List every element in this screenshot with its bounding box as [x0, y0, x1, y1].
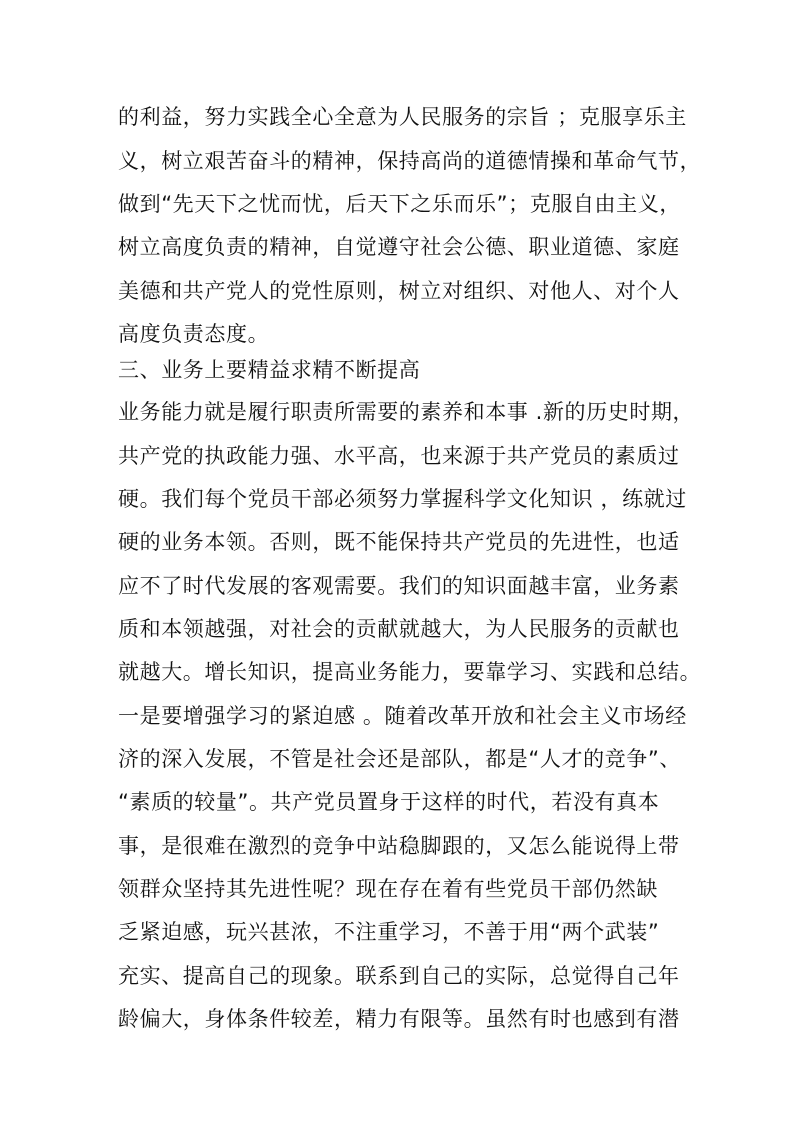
text-line: 硬。我们每个党员干部必须努力掌握科学文化知识 ，练就过	[118, 487, 687, 511]
text-line: 高度负责态度。	[118, 322, 270, 346]
text-line: 就越大。增长知识，提高业务能力，要靠学习、实践和总结。	[118, 660, 702, 684]
text-line: 济的深入发展，不管是社会还是部队，都是“人才的竞争”、	[118, 747, 681, 771]
text-line: 领群众坚持其先进性呢？现在存在着有些党员干部仍然缺	[118, 877, 658, 901]
text-line: 义，树立艰苦奋斗的精神，保持高尚的道德情操和革命气节，	[118, 149, 702, 173]
text-line: 做到“先天下之忧而忧，后天下之乐而乐”；克服自由主义，	[118, 192, 681, 216]
text-line: 的利益，努力实践全心全意为人民服务的宗旨 ；克服享乐主	[118, 105, 687, 129]
text-line: 硬的业务本领。否则，既不能保持共产党员的先进性，也适	[118, 530, 680, 554]
text-line: 应不了时代发展的客观需要。我们的知识面越丰富，业务素	[118, 574, 680, 598]
text-line: “素质的较量”。共产党员置身于这样的时代，若没有真本	[118, 790, 660, 814]
text-line: 业务能力就是履行职责所需要的素养和本事 .新的历史时期，	[118, 400, 695, 424]
text-line: 乏紧迫感，玩兴甚浓，不注重学习，不善于用“两个武装”	[118, 920, 660, 944]
section-heading: 三、业务上要精益求精不断提高	[118, 358, 421, 382]
text-line: 事，是很难在激烈的竞争中站稳脚跟的，又怎么能说得上带	[118, 834, 680, 858]
text-line: 龄偏大，身体条件较差，精力有限等。虽然有时也感到有潜	[118, 1007, 680, 1031]
text-line: 一是要增强学习的紧迫感 。随着改革开放和社会主义市场经	[118, 704, 687, 728]
text-line: 美德和共产党人的党性原则，树立对组织、对他人、对个人	[118, 279, 680, 303]
text-line: 共产党的执政能力强、水平高，也来源于共产党员的素质过	[118, 444, 680, 468]
text-line: 质和本领越强，对社会的贡献就越大，为人民服务的贡献也	[118, 617, 680, 641]
text-line: 充实、提高自己的现象。联系到自己的实际，总觉得自己年	[118, 964, 680, 988]
text-line: 树立高度负责的精神，自觉遵守社会公德、职业道德、家庭	[118, 235, 680, 259]
